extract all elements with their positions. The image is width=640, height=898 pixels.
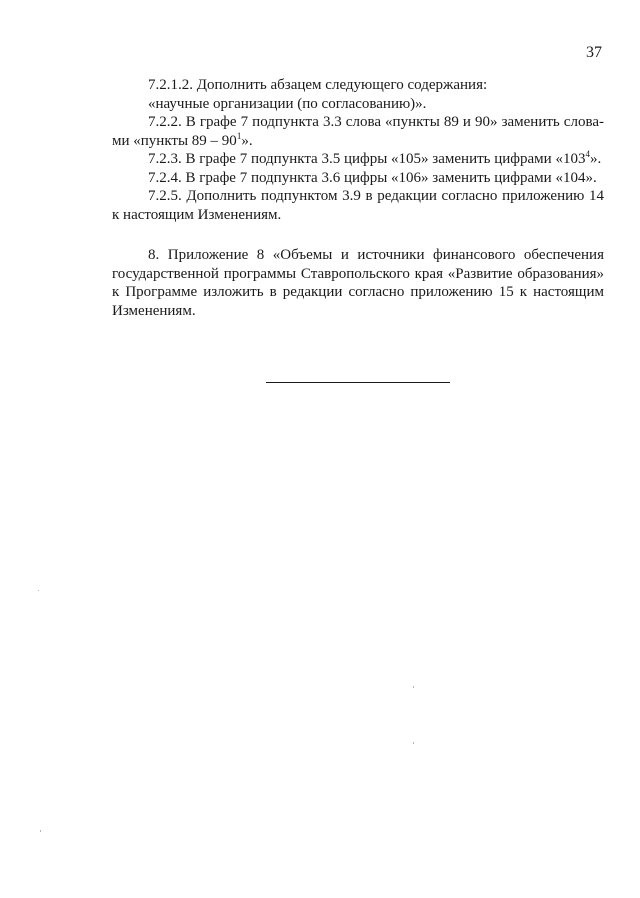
paragraph-7-2-2: 7.2.2. В графе 7 подпункта 3.3 слова «пункты 89 и 90» заменить слова-: [148, 114, 604, 130]
text-fragment: ми «пункты 89 – 90: [112, 132, 237, 149]
paragraph-7-2-5: 7.2.5. Дополнить подпунктом 3.9 в редакции согласно приложению 14 к настоящим Изменениям.: [112, 188, 604, 223]
quoted-paragraph: «научные организации (по согласованию)».: [148, 95, 427, 112]
text-fragment: 7.2.3. В графе 7 подпункта 3.5 цифры «105» заменить цифрами «103: [148, 151, 586, 167]
paragraph-7-2-1-2: 7.2.1.2. Дополнить абзацем следующего содержания:: [148, 77, 488, 93]
paragraph-8: 8. Приложение 8 «Объемы и источники финансового обеспечения государственной программы Ставропольского края «Развитие образования» к Программе изложить в редакции согласно приложению 15 к настоящим Изменениям.: [112, 247, 604, 319]
paragraph-7-2-2-continuation: [112, 132, 604, 151]
paragraph-7-2-4: 7.2.4. В графе 7 подпункта 3.6 цифры «106» заменить цифрами «104».: [148, 169, 597, 186]
closing-rule: [266, 382, 450, 383]
text-fragment: ».: [589, 151, 602, 167]
text-fragment: ».: [241, 132, 253, 149]
scan-speck: [413, 742, 414, 744]
paragraph-7-2-3: [112, 150, 604, 169]
superscript: 1: [236, 130, 242, 141]
scan-speck: [40, 830, 41, 832]
paragraph-gap: [112, 224, 604, 246]
superscript: 4: [585, 149, 590, 159]
page-number: 37: [586, 44, 602, 61]
document-body: [112, 76, 604, 320]
scan-speck: [38, 590, 39, 591]
scan-speck: [413, 686, 414, 688]
